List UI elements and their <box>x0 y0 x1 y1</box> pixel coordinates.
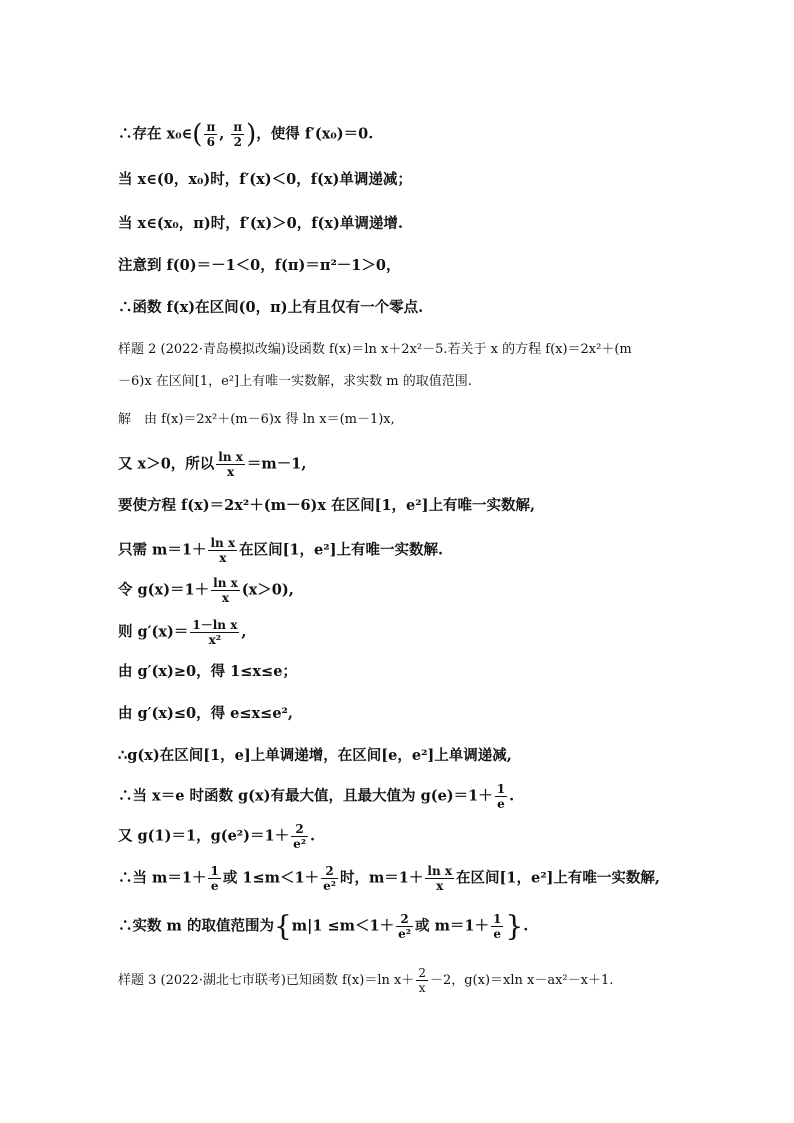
denominator: e² <box>398 927 412 941</box>
fraction-lnx-x <box>208 536 237 565</box>
denominator: e <box>210 879 219 893</box>
numerator: ln x <box>210 536 236 550</box>
fraction-lnx-x <box>216 450 245 479</box>
fraction-1-e <box>495 782 507 811</box>
paren-left: ( <box>192 119 203 150</box>
denominator: e² <box>323 879 336 893</box>
line-4: 注意到 f(0)＝－1＜0，f(π)＝π²－1＞0， <box>118 257 401 274</box>
line-3: 当 x∈(x₀，π)时，f′(x)＞0，f(x)单调递增. <box>118 215 403 232</box>
text: 在区间[1，e²]上有唯一实数解, <box>456 869 660 887</box>
fraction-pi-6 <box>204 120 217 149</box>
denominator: x <box>219 551 227 565</box>
text: 又 x＞0，所以 <box>118 455 215 473</box>
line-14: 由 g′(x)≥0，得 1≤x≤e； <box>118 663 297 680</box>
numerator: 1 <box>493 912 502 926</box>
text: 或 m＝1＋ <box>415 917 489 935</box>
text: 样题 3 (2022·湖北七市联考)已知函数 f(x)＝ln x＋ <box>118 973 415 988</box>
text: , <box>241 623 247 641</box>
problem-2-line-1: 样题 2 (2022·青岛模拟改编)设函数 f(x)＝ln x＋2x²－5.若关于 x 的方程 f(x)＝2x²＋(m <box>118 342 632 357</box>
text: ∴实数 m 的取值范围为 <box>118 917 274 935</box>
fraction-1-e <box>208 864 220 893</box>
line-9 <box>118 450 698 479</box>
fraction-lnx-x <box>425 864 454 893</box>
denominator: 6 <box>206 135 216 149</box>
line-11 <box>118 536 698 565</box>
line-12 <box>118 576 698 605</box>
text: 在区间[1，e²]上有唯一实数解. <box>239 541 444 559</box>
denominator: e² <box>293 837 307 851</box>
numerator: ln x <box>218 450 243 464</box>
line-16: ∴g(x)在区间[1，e]上单调递增，在区间[e，e²]上单调递减, <box>118 747 512 764</box>
fraction-2-e2 <box>321 864 338 893</box>
text: ＝m－1, <box>246 455 307 473</box>
numerator: 2 <box>418 966 426 980</box>
paren-right: ) <box>246 119 257 150</box>
fraction-1-e <box>491 912 503 941</box>
denominator: x <box>418 981 426 995</box>
line-15: 由 g′(x)≤0，得 e≤x≤e², <box>118 705 293 722</box>
brace-left: { <box>273 909 292 943</box>
line-19 <box>118 864 698 893</box>
text: m|1 ≤m＜1＋ <box>291 917 395 935</box>
denominator: e <box>497 797 505 811</box>
text: ∴当 m＝1＋ <box>118 869 207 887</box>
line-17 <box>118 782 698 811</box>
numerator: 1－ln x <box>192 618 238 632</box>
line-18 <box>118 822 698 851</box>
fraction-2-x <box>416 966 428 995</box>
text: . <box>509 787 515 805</box>
numerator: 1 <box>210 864 219 878</box>
numerator: 1 <box>496 782 506 796</box>
denominator: 2 <box>233 135 242 149</box>
fraction-pi-2 <box>231 120 244 149</box>
numerator: ln x <box>213 576 238 590</box>
numerator: 2 <box>321 864 338 879</box>
text: 或 1≤m＜1＋ <box>222 869 320 887</box>
numerator: ln x <box>427 864 453 878</box>
denominator: x <box>227 465 235 479</box>
text: (x＞0), <box>241 581 294 599</box>
fraction-lnx-x <box>211 576 240 605</box>
fraction-derivative <box>190 618 239 647</box>
line-13 <box>118 618 698 647</box>
text: ，使得 f′(x₀)＝0. <box>256 125 374 143</box>
numerator: π <box>206 120 216 134</box>
fraction-2-e2 <box>291 822 308 851</box>
text: 令 g(x)＝1＋ <box>118 581 210 599</box>
line-10: 要使方程 f(x)＝2x²＋(m－6)x 在区间[1，e²]上有唯一实数解, <box>118 497 536 514</box>
denominator: e <box>493 927 501 941</box>
text: . <box>523 917 529 935</box>
numerator: 2 <box>396 912 413 927</box>
text: 则 g′(x)＝ <box>118 623 189 641</box>
line-2: 当 x∈(0，x₀)时，f′(x)＜0，f(x)单调递减； <box>118 171 412 188</box>
line-1 <box>118 120 698 149</box>
denominator: x <box>221 591 230 605</box>
line-5: ∴函数 f(x)在区间(0，π)上有且仅有一个零点. <box>118 299 424 316</box>
denominator: x <box>436 879 444 893</box>
numerator: 2 <box>291 822 308 837</box>
problem-2-line-2: －6)x 在区间[1，e²]上有唯一实数解，求实数 m 的取值范围. <box>118 374 472 389</box>
brace-right: } <box>505 909 524 943</box>
fraction-2-e2 <box>396 912 413 941</box>
problem-3-line-1 <box>118 966 698 995</box>
solution-line-1: 解 由 f(x)＝2x²＋(m－6)x 得 ln x＝(m－1)x, <box>118 412 395 427</box>
text: ∴当 x＝e 时函数 g(x)有最大值，且最大值为 g(e)＝1＋ <box>118 787 493 805</box>
text: －2，g(x)＝xln x－ax²－x＋1. <box>429 973 614 988</box>
denominator: x² <box>208 633 222 647</box>
text: 又 g(1)＝1，g(e²)＝1＋ <box>118 827 290 845</box>
numerator: π <box>233 120 243 134</box>
text: 只需 m＝1＋ <box>118 541 207 559</box>
text: . <box>310 827 316 845</box>
text: ∴存在 x₀∈ <box>118 125 193 143</box>
text: , <box>219 125 230 143</box>
line-20 <box>118 909 698 943</box>
text: 时，m＝1＋ <box>339 869 424 887</box>
